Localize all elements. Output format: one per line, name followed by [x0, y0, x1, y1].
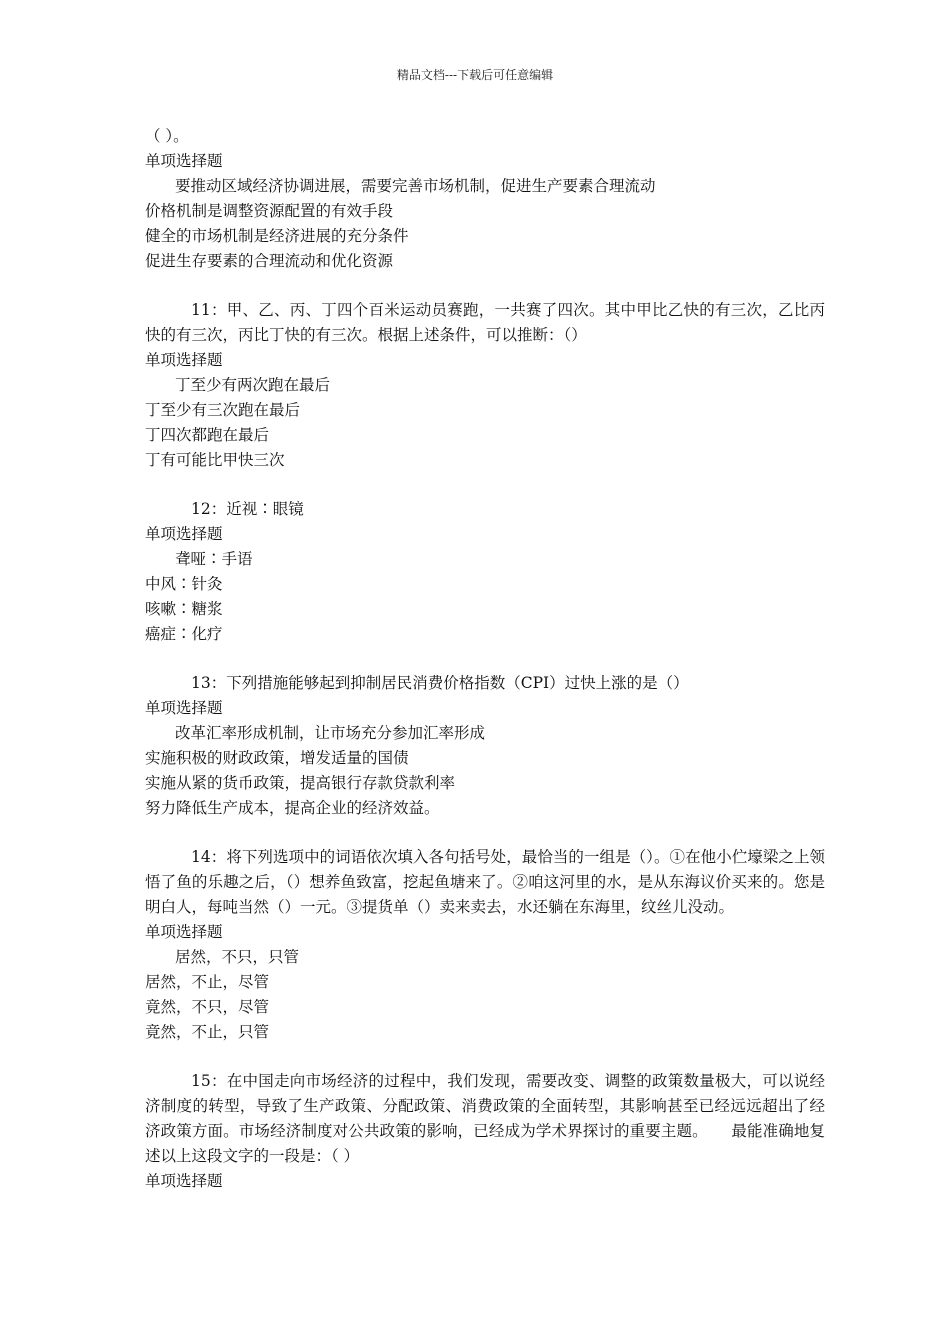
- option-c: 咳嗽∶糖浆: [145, 600, 223, 618]
- question-11-stem: 11：甲、乙、丙、丁四个百米运动员赛跑，一共赛了四次。其中甲比乙快的有三次，乙比丙快的有三次，丙比丁快的有三次。根据上述条件，可以推断：（）: [145, 301, 825, 344]
- question-type: 单项选择题: [145, 525, 223, 543]
- option-d: 癌症∶化疗: [145, 625, 223, 643]
- option-b: 实施积极的财政政策，增发适量的国债: [145, 749, 409, 767]
- option-d: 竟然，不止，只管: [145, 1023, 270, 1041]
- option-b: 价格机制是调整资源配置的有效手段: [145, 202, 394, 220]
- option-d: 努力降低生产成本，提高企业的经济效益。: [145, 799, 440, 817]
- page-header: 精品文档---下载后可任意编辑: [396, 68, 554, 82]
- document-body: [145, 124, 825, 1194]
- option-d: 丁有可能比甲快三次: [145, 451, 285, 469]
- question-14-stem: 14：将下列选项中的词语依次填入各句括号处，最恰当的一组是（）。①在他小伫壕梁之上领悟了鱼的乐趣之后，（）想养鱼致富，挖起鱼塘来了。②咱这河里的水，是从东海议价买来的。您是明白人，每吨当然（）一元。③提货单（）卖来卖去，水还躺在东海里，纹丝儿没动。: [145, 848, 825, 916]
- option-a: 改革汇率形成机制，让市场充分参加汇率形成: [175, 724, 486, 742]
- question-stem-tail: （ ）。: [145, 127, 189, 145]
- option-b: 丁至少有三次跑在最后: [145, 401, 301, 419]
- option-c: 竟然，不只，尽管: [145, 998, 270, 1016]
- option-c: 实施从紧的货币政策，提高银行存款贷款利率: [145, 774, 456, 792]
- option-c: 健全的市场机制是经济进展的充分条件: [145, 227, 409, 245]
- question-type: 单项选择题: [145, 1172, 223, 1190]
- option-c: 丁四次都跑在最后: [145, 426, 270, 444]
- question-13-stem: 13：下列措施能够起到抑制居民消费价格指数（CPI）过快上涨的是（）: [191, 674, 689, 692]
- question-type: 单项选择题: [145, 699, 223, 717]
- question-type: 单项选择题: [145, 351, 223, 369]
- option-d: 促进生存要素的合理流动和优化资源: [145, 252, 394, 270]
- option-b: 居然，不止，尽管: [145, 973, 270, 991]
- option-a: 聋哑∶手语: [175, 550, 253, 568]
- option-a: 要推动区域经济协调进展，需要完善市场机制，促进生产要素合理流动: [175, 177, 656, 195]
- option-a: 居然，不只，只管: [175, 948, 300, 966]
- question-type: 单项选择题: [145, 152, 223, 170]
- question-12-stem: 12：近视∶眼镜: [191, 500, 304, 518]
- question-15-stem: 15：在中国走向市场经济的过程中，我们发现，需要改变、调整的政策数量极大，可以说经济制度的转型，导致了生产政策、分配政策、消费政策的全面转型，其影响甚至已经远远超出了经济政策方面。市场经济制度对公共政策的影响，已经成为学术界探讨的重要主题。 最能准确地复述以上这段文字的一段是：（ ）: [145, 1072, 825, 1165]
- question-type: 单项选择题: [145, 923, 223, 941]
- option-b: 中风∶针灸: [145, 575, 223, 593]
- option-a: 丁至少有两次跑在最后: [175, 376, 331, 394]
